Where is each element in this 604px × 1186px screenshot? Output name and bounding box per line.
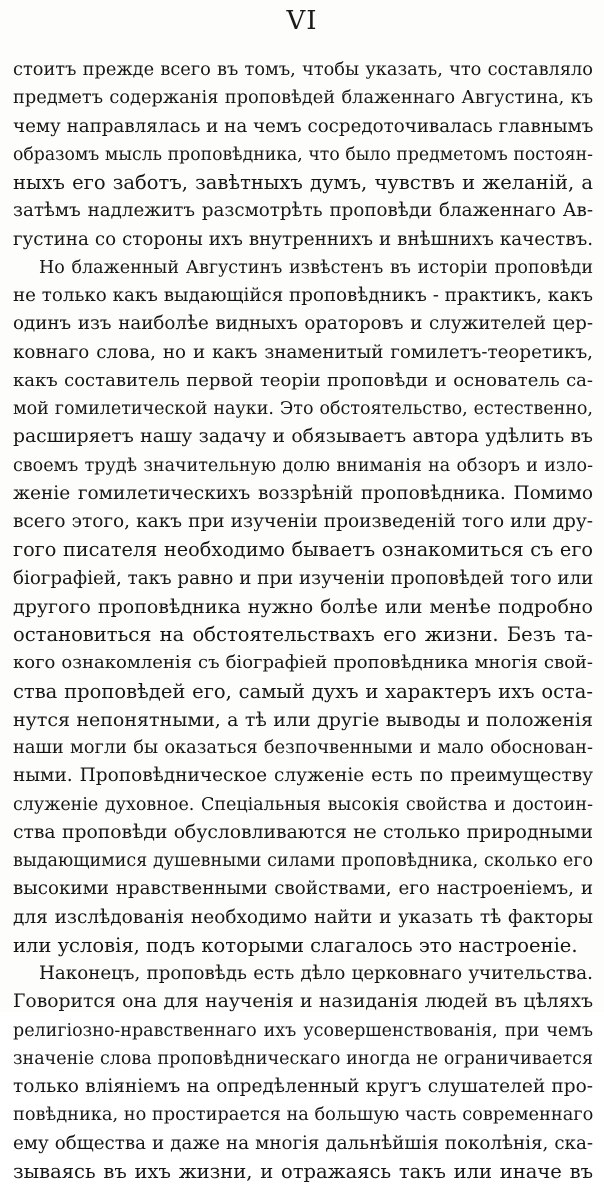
text-line: ства проповѣдей его, самый духъ и характеръ ихъ оста- [13, 679, 593, 703]
paragraph [13, 56, 593, 254]
text-line: всего этого, какъ при изученіи произведеній того или дру- [13, 511, 593, 532]
text-line: кого ознакомленія съ біографіей проповѣдника многія свой- [13, 652, 593, 674]
text-line: затѣмъ надлежитъ разсмотрѣть проповѣди блаженнаго Ав- [13, 200, 593, 222]
text-line: или условія, подъ которыми слагалось это настроеніе. [13, 933, 578, 957]
text-line: ковнаго слова, но и какъ знаменитый гомилетъ-теоретикъ, [13, 341, 593, 363]
text-line: какъ составитель первой теоріи проповѣди и основатель са- [13, 369, 593, 391]
text-line: высокими нравственными свойствами, его настроеніемъ, и [13, 878, 593, 900]
text-line: только вліяніемъ на опредѣленный кругъ слушателей про- [13, 1076, 593, 1097]
text-line: стоитъ прежде всего въ томъ, чтобы указать, что составляло [13, 60, 593, 80]
text-line: гого писателя необходимо бываетъ ознакомиться съ его [13, 538, 593, 562]
text-line: зываясь въ ихъ жизни, и отражаясь такъ или иначе въ [13, 1159, 593, 1183]
text-line: выдающимися душевными силами проповѣдника, сколько его [13, 851, 593, 871]
text-line: для изслѣдованія необходимо найти и указать тѣ факторы [13, 906, 593, 928]
text-line: Но блаженный Августинъ извѣстенъ въ исторіи проповѣди [39, 257, 593, 278]
text-line: повѣдника, но простирается на большую часть современнаго [13, 1105, 593, 1126]
text-line: расширяетъ нашу задачу и обязываетъ автора удѣлить въ [13, 426, 593, 448]
text-line: чему направлялась и на чемъ сосредоточивалась главнымъ [13, 115, 593, 137]
text-line: образомъ мысль проповѣдника, что было предметомъ постоян- [13, 144, 593, 165]
text-line: густина со стороны ихъ внутреннихъ и внѣшнихъ качествъ. [13, 228, 593, 250]
text-line: своемъ трудѣ значительную долю вниманія на обзоръ и изло- [13, 455, 593, 476]
text-line: ему общества и даже на многія дальнѣйшія поколѣнія, ска- [13, 1132, 593, 1154]
text-line: религіозно-нравственнаго ихъ усовершенствованія, при чемъ [13, 1020, 593, 1041]
text-line: Наконецъ, проповѣдь есть дѣло церковнаго учительства. [39, 963, 593, 984]
text-line: нутся непонятными, а тѣ или другіе выводы и положенія [13, 708, 593, 731]
text-line: предметъ содержанія проповѣдей блаженнаго Августина, къ [13, 88, 593, 109]
text-line: значеніе слова проповѣдническаго иногда не ограничивается [13, 1048, 593, 1069]
page-number: VI [286, 6, 318, 36]
text-line: служеніе духовное. Спеціальныя высокія свойства и достоин- [13, 794, 593, 815]
paragraph [13, 960, 593, 1186]
text-line: остановиться на обстоятельствахъ его жизни. Безъ та- [13, 623, 593, 646]
text-line: другого проповѣдника нужно болѣе или менѣе подробно [13, 595, 593, 618]
text-line: не только какъ выдающійся проповѣдникъ - практикъ, какъ [13, 285, 593, 306]
text-line: одинъ изъ наиболѣе видныхъ ораторовъ и служителей цер- [13, 313, 593, 335]
text-line: ства проповѣди обусловливаются не столько природными [13, 821, 593, 843]
text-line: біографіей, такъ равно и при изученіи проповѣдей того или [13, 567, 593, 589]
text-line: Говорится она для наученія и назиданія людей въ цѣляхъ [13, 991, 593, 1013]
paragraph [13, 254, 593, 960]
text-line: ными. Проповѣдническое служеніе есть по преимуществу [13, 765, 593, 787]
text-line: наши могли бы оказаться безпочвенными и мало обоснован- [13, 738, 593, 758]
text-line: женіе гомилетическихъ воззрѣній проповѣдника. Помимо [13, 482, 593, 504]
text-line: ныхъ его заботъ, завѣтныхъ думъ, чувствъ и желаній, а [13, 171, 593, 194]
text-line: мой гомилетической науки. Это обстоятельство, естественно, [13, 399, 593, 419]
body-text [13, 56, 593, 1186]
